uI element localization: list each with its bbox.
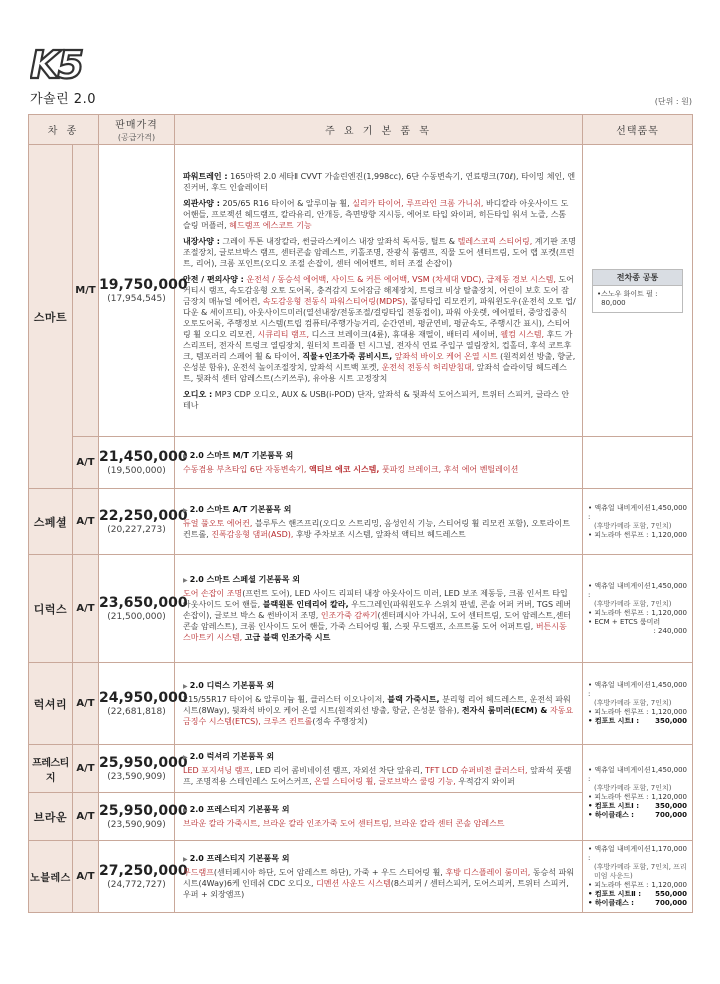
- trim-smart: 스마트: [29, 145, 73, 489]
- options-cell: • 액츄얼 내비게이션 : 1,450,000 (후방카메라 포함, 7인치) • 피노라마 썬루프 : 1,120,000: [583, 489, 693, 555]
- features-cell: ▶ 2.0 프레스티지 기본품목 외 무드램프(센터페시아 하단, 도어 암레스트 하단), 가죽 + 우드 스티어링 휠, 후방 디스플레이 룸미러, 동승석 파워시트(4Way)6케 인데쉬 CDC 오디오, 디멘션 사운드 시스템(8스피커 / 센터스피커, 도어스피커, 트위터 스피커, 우퍼 + 외장앰프): [175, 841, 583, 913]
- unit-label: (단위 : 원): [654, 97, 692, 106]
- options-cell: [583, 145, 693, 437]
- price-cell: 25,950,000 (23,590,909): [99, 793, 175, 841]
- table-row: [29, 745, 693, 793]
- tx-label: A/T: [73, 663, 99, 745]
- trim-prestige: 프레스티지: [29, 745, 73, 793]
- svg-text:K5: K5: [30, 44, 82, 86]
- tx-label: A/T: [73, 489, 99, 555]
- common-option-box: 전차종 공통 • 스노우 화이트 펄 : 80,000: [592, 269, 683, 313]
- col-features: 주 요 기 본 품 목: [175, 115, 583, 145]
- price-cell: 19,750,000 (17,954,545): [99, 145, 175, 437]
- tx-label: A/T: [73, 745, 99, 793]
- features-cell: ▶ 2.0 프레스티지 기본품목 외 브라운 칼라 가죽시트, 브라운 칼라 인조가죽 도어 센터트림, 브라운 칼라 센터 콘솔 암레스트: [175, 793, 583, 841]
- options-cell: • 액츄얼 내비게이션 : 1,450,000 (후방카메라 포함, 7인치) • 피노라마 썬루프 : 1,120,000 • 컴포트 시트Ⅰ : 350,000: [583, 663, 693, 745]
- k5-logo: [30, 44, 110, 86]
- page-title: 가솔린 2.0: [30, 92, 96, 107]
- features-cell: ▶ 2.0 스마트 M/T 기본품목 외 수동겸용 부츠타입 6단 자동변속기, 액티브 에코 시스템, 풋파킹 브레이크, 후석 에어 벤틸레이션: [175, 437, 583, 489]
- price-cell: 27,250,000 (24,772,727): [99, 841, 175, 913]
- tx-label: A/T: [73, 793, 99, 841]
- price-cell: 25,950,000 (23,590,909): [99, 745, 175, 793]
- options-cell: [583, 437, 693, 489]
- tx-label: A/T: [73, 555, 99, 663]
- trim-deluxe: 디럭스: [29, 555, 73, 663]
- tx-label: A/T: [73, 841, 99, 913]
- trim-noblesse: 노블레스: [29, 841, 73, 913]
- table-header-row: [29, 115, 693, 145]
- trim-special: 스페셜: [29, 489, 73, 555]
- table-row: [29, 841, 693, 913]
- trim-brown: 브라운: [29, 793, 73, 841]
- table-row: [29, 145, 693, 437]
- features-cell: ▶ 2.0 디럭스 기본품목 외 215/55R17 타이어 & 알루미늄 휠, 클러스터 이오나이저, 블랙 가죽시트, 분리형 리어 헤드레스트, 운전석 파워시트(8Way), 뒷좌석 바이오 케어 온열 시트(원적외선 방출, 향균, 은성분 함유), 전자식 룸미러(ECM) & 자동요금징수 시스템(ETCS), 크루즈 컨트롤(정속 주행장치): [175, 663, 583, 745]
- tx-label: A/T: [73, 437, 99, 489]
- price-cell: 23,650,000 (21,500,000): [99, 555, 175, 663]
- tx-label: M/T: [73, 145, 99, 437]
- price-cell: 22,250,000 (20,227,273): [99, 489, 175, 555]
- col-price: 판매가격 (공급가격): [99, 115, 175, 145]
- price-table: [28, 114, 693, 913]
- col-options: 선택품목: [583, 115, 693, 145]
- col-model: 차 종: [29, 115, 99, 145]
- table-row: [29, 437, 693, 489]
- price-cell: 24,950,000 (22,681,818): [99, 663, 175, 745]
- table-row: [29, 663, 693, 745]
- features-cell: ▶ 2.0 스마트 스페셜 기본품목 외 도어 손잡이 조명(프런트 도어), LED 사이드 리피터 내장 아웃사이드 미러, LED 보조 제동등, 크롬 인서트 타입 아웃사이드 도어 핸들, 블랙원톤 인테리어 칼라, 우드그레인(파워윈도우 스위치 판넬, 콘솔 어퍼 커버, TGS 레버 손잡이), 글로브 박스 & 썬바이저 조명, 인조가죽 감싸기(센터페시아 가니쉬, 도어 센터트림, 도어 암레스트,센터콘솔 암레스트), 크롬 인사이드 도어 핸들, 가죽 스티어링 휠, 스핏 무드램프, 소프트룸 도어 어퍼트림, 버튼시동 스마트키 시스템, 고급 블랙 인조가죽 시트: [175, 555, 583, 663]
- price-cell: 21,450,000 (19,500,000): [99, 437, 175, 489]
- table-row: [29, 555, 693, 663]
- features-cell: ▶ 2.0 럭셔리 기본품목 외 LED 포지셔닝 램프, LED 리어 콤비네이션 램프, 자외선 차단 앞유리, TFT LCD 슈퍼비전 클러스터, 앞좌석 풋램프, 조명적용 스테인레스 도어스커프, 온열 스티어링 휠, 글로브박스 쿨링 기능, 우적감지 와이퍼: [175, 745, 583, 793]
- options-cell: • 액츄얼 내비게이션 : 1,450,000 (후방카메라 포함, 7인치) • 피노라마 썬루프 : 1,120,000 • 컴포트 시트Ⅰ : 350,000 • 하이클래스 : 700,000: [583, 745, 693, 841]
- options-cell: • 액츄얼 내비게이션 : 1,170,000 (후방카메라 포함, 7인치, 프리미엄 사운드) • 피노라마 썬루프 : 1,120,000 • 컴포트 시트Ⅱ : 550,000 • 하이클래스 : 700,000: [583, 841, 693, 913]
- features-cell: ▶ 2.0 스마트 A/T 기본품목 외 듀얼 풀오토 에어컨, 블루투스 핸즈프리(오디오 스트리밍, 음성인식 기능, 스티어링 휠 리모컨 포함), 오토라이트 컨트롤, 진폭감응형 댐퍼(ASD), 후방 주차보조 시스템, 앞좌석 액티브 헤드레스트: [175, 489, 583, 555]
- features-cell: 파워트레인 : 165마력 2.0 세타Ⅱ CVVT 가솔린엔진(1,998cc), 6단 수동변속기, 연료탱크(70ℓ), 타이밍 체인, 엔진커버, 후드 인슐레이터 외관사양 : 205/65 R16 타이어 & 알루미늄 휠, 실리카 타이어, 루프라인 크롬 가니쉬, 바디칼라 아웃사이드 도어핸들, 프로젝션 헤드램프, 칼라유리, 안개등, 측면방향 지시등, 에어로 타입 와이퍼, 히든타입 워셔 노즐, 스톰 슬링 머플러, 헤드램프 에스코트 기능 내장사양 : 그레이 투톤 내장칼라, 썬글라스케이스 내장 앞좌석 독서등, 틸트 & 텔레스코픽 스티어링, 계기판 조명 조절장치, 글로브박스 램프, 센터콘솔 암레스트, 키홀조명, 잔광식 룸램프, 직물 도어 센터트림, 도어 랩 포켓(프런트, 리어), 크롬 포인트(오디오 조절 손잡이, 센터 에어벤트, 히터 조절 손잡이) 안전 / 편의사양 : 운전석 / 동승석 에어백, 사이드 & 커튼 에어백, VSM (차세대 VDC), 급제동 경보 시스템, 도어 커티시 램프, 속도감응형 오토 도어록, 충격감지 도어잠금 해제장치, 트렁크 비상 탈출장치, 어린이 보호 도어 잠금장치 매뉴얼 에어컨, 속도감응형 전동식 파워스티어링(MDPS), 폴딩타입 리모컨키, 파워윈도우(운전석 오토 업/다운 & 세이프티), 아웃사이드미러(열선내장/전동조절/걸링타입 전동접이), 파워 아웃렛, 에어필터, 중앙집중식 오토도어록, 주행정보 시스템(트립 컴퓨터/주행가능거리, 순간연비, 평균연비, 평균속도, 주행시간 표시), 스티어링 휠 오디오 리모컨, 시큐리티 램프, 디스크 브레이크(4륜), 휴대용 재떨이, 배터리 세이버, 웰컴 시스템, 후드 가스리프터, 전자식 트렁크 열림장치, 원터치 트리플 턴 시그널, 전자식 연료 주입구 열림장치, 컵홀더, 후석 코트후크, 템포러리 스페어 휠 & 타이어, 직물+인조가죽 콤비시트, 앞좌석 바이오 케어 온열 시트 (원적외선 방출, 향균, 은성분 함유), 운전석 높이조절장치, 앞좌석 시트백 포켓, 운전석 전동식 허리받침대, 앞좌석 슬라이딩 헤드레스트, 뒷좌석 센터 암레스트(스키쓰루), 유아용 시트 고정장치 오디오 : MP3 CDP 오디오, AUX & USB(i-POD) 단자, 앞좌석 & 뒷좌석 도어스피커, 트위터 스피커, 글라스 안테나: [175, 145, 583, 437]
- table-row: [29, 489, 693, 555]
- trim-luxury: 럭셔리: [29, 663, 73, 745]
- options-cell: • 액츄얼 내비게이션 : 1,450,000 (후방카메라 포함, 7인치) • 피노라마 썬루프 : 1,120,000 • ECM + ETCS 룸미러 : 240,000: [583, 555, 693, 663]
